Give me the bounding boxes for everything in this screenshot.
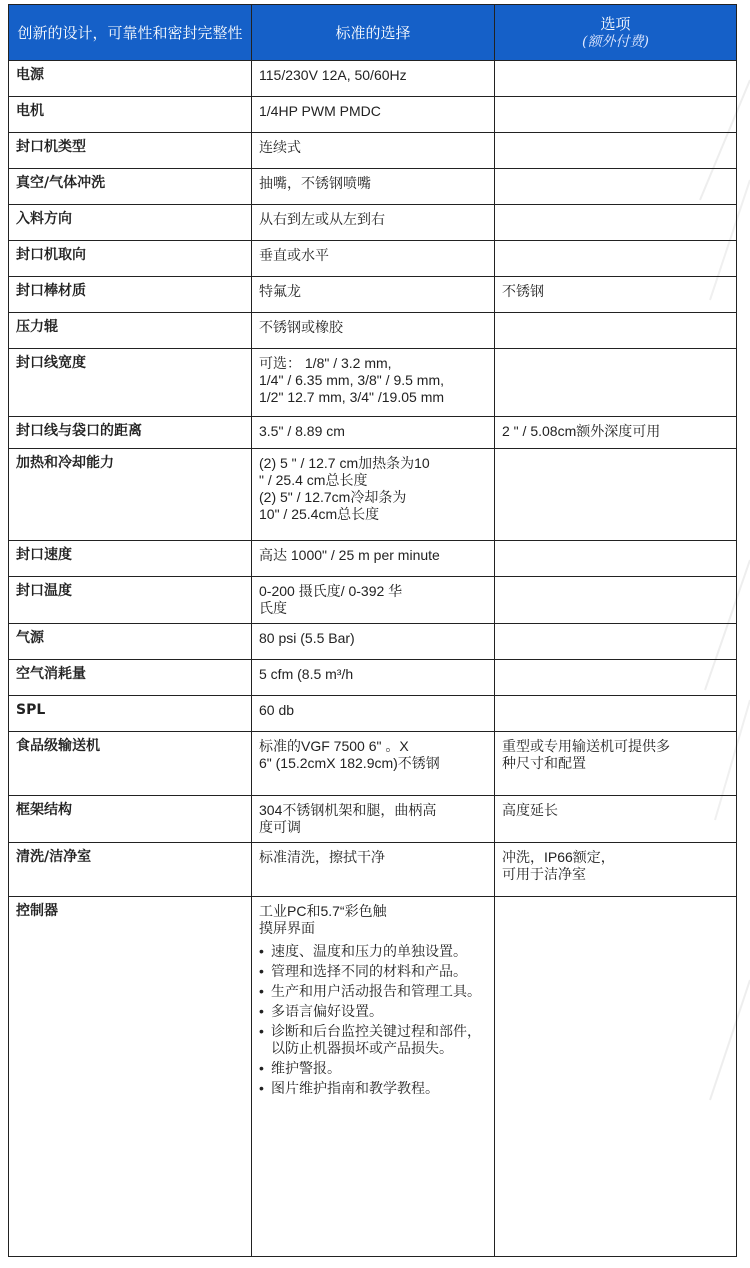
row-standard: [252, 897, 495, 1257]
row-option: [495, 843, 737, 897]
list-item: • 维护警报。: [259, 1060, 487, 1077]
header-options-note: (额外付费): [582, 33, 649, 50]
standard-line: 度可调: [259, 819, 301, 835]
table-row: [9, 133, 737, 169]
row-label: 封口机取向: [9, 241, 252, 277]
table-row: [9, 313, 737, 349]
header-row: [9, 5, 737, 61]
table-row: [9, 169, 737, 205]
option-line: 重型或专用输送机可提供多: [502, 738, 670, 754]
row-option: [495, 205, 737, 241]
table-row: [9, 61, 737, 97]
header-feature: [9, 5, 252, 61]
table-row: [9, 897, 737, 1257]
row-standard: 特氟龙: [252, 277, 495, 313]
row-option: 2 " / 5.08cm额外深度可用: [495, 417, 737, 449]
spec-body: [9, 61, 737, 1257]
row-option: [495, 696, 737, 732]
row-option: [495, 577, 737, 624]
row-label: 封口机类型: [9, 133, 252, 169]
row-label: SPL: [9, 696, 252, 732]
list-item: • 图片维护指南和教学教程。: [259, 1080, 487, 1097]
row-standard: 1/4HP PWM PMDC: [252, 97, 495, 133]
table-row: [9, 541, 737, 577]
table-row: [9, 349, 737, 417]
row-option: [495, 349, 737, 417]
standard-line: 氏度: [259, 600, 287, 616]
standard-line: (2) 5 " / 12.7 cm加热条为10: [259, 455, 430, 471]
list-item: • 多语言偏好设置。: [259, 1003, 487, 1020]
row-label: 真空/气体冲洗: [9, 169, 252, 205]
option-line: 冲洗，IP66额定，: [502, 849, 615, 865]
row-label: 控制器: [9, 897, 252, 1257]
table-row: [9, 205, 737, 241]
standard-line: 1/4" / 6.35 mm, 3/8" / 9.5 mm,: [259, 372, 445, 388]
option-line: 种尺寸和配置: [502, 755, 586, 771]
row-option: [495, 541, 737, 577]
row-standard: 高达 1000" / 25 m per minute: [252, 541, 495, 577]
table-row: [9, 732, 737, 796]
list-item: • 速度、温度和压力的单独设置。: [259, 943, 487, 960]
list-item: • 管理和选择不同的材料和产品。: [259, 963, 487, 980]
row-option: [495, 313, 737, 349]
table-row: [9, 796, 737, 843]
row-label: 框架结构: [9, 796, 252, 843]
row-standard: 115/230V 12A, 50/60Hz: [252, 61, 495, 97]
row-label: 清洗/洁净室: [9, 843, 252, 897]
row-standard: 垂直或水平: [252, 241, 495, 277]
row-option: [495, 732, 737, 796]
row-label: 电机: [9, 97, 252, 133]
row-standard: 抽嘴，不锈钢喷嘴: [252, 169, 495, 205]
row-standard: 从右到左或从左到右: [252, 205, 495, 241]
row-standard: 3.5" / 8.89 cm: [252, 417, 495, 449]
table-row: [9, 97, 737, 133]
row-label: 食品级输送机: [9, 732, 252, 796]
standard-line: 304不锈钢机架和腿，曲柄高: [259, 802, 437, 818]
standard-line: 10" / 25.4cm总长度: [259, 506, 380, 522]
table-row: [9, 624, 737, 660]
table-row: [9, 660, 737, 696]
table-row: [9, 696, 737, 732]
row-label: 封口线宽度: [9, 349, 252, 417]
header-standard-text: 标准的选择: [335, 23, 411, 42]
standard-line: 1/2" 12.7 mm, 3/4" /19.05 mm: [259, 389, 445, 405]
row-label: 封口线与袋口的距离: [9, 417, 252, 449]
row-label: 入料方向: [9, 205, 252, 241]
row-standard: 标准清洗，擦拭干净: [252, 843, 495, 897]
row-option: [495, 133, 737, 169]
header-feature-text: 创新的设计，可靠性和密封完整性: [17, 23, 243, 42]
row-standard: 不锈钢或橡胶: [252, 313, 495, 349]
row-option: [495, 241, 737, 277]
standard-line: 可选： 1/8" / 3.2 mm,: [259, 355, 392, 371]
row-option: [495, 97, 737, 133]
row-option: 不锈钢: [495, 277, 737, 313]
row-label: 电源: [9, 61, 252, 97]
standard-line: 标准的VGF 7500 6" 。X: [259, 738, 409, 754]
standard-line: 6" (15.2cmX 182.9cm)不锈钢: [259, 755, 440, 771]
table-row: [9, 577, 737, 624]
list-item: • 诊断和后台监控关键过程和部件，以防止机器损坏或产品损失。: [259, 1023, 487, 1057]
row-option: [495, 449, 737, 541]
row-label: 封口速度: [9, 541, 252, 577]
row-option: [495, 61, 737, 97]
option-line: 可用于洁净室: [502, 866, 586, 882]
row-option: [495, 169, 737, 205]
controller-feature-list: [259, 943, 487, 1097]
header-options-text: 选项: [600, 14, 631, 33]
row-standard: [252, 449, 495, 541]
row-standard: [252, 349, 495, 417]
row-label: 压力辊: [9, 313, 252, 349]
table-row: [9, 417, 737, 449]
row-standard: [252, 577, 495, 624]
row-label: 封口棒材质: [9, 277, 252, 313]
spec-table: [8, 4, 737, 1257]
header-options: [495, 5, 737, 61]
table-row: [9, 241, 737, 277]
row-label: 空气消耗量: [9, 660, 252, 696]
row-standard: 连续式: [252, 133, 495, 169]
table-row: [9, 843, 737, 897]
standard-line: (2) 5" / 12.7cm冷却条为: [259, 489, 407, 505]
table-row: [9, 449, 737, 541]
row-label: 封口温度: [9, 577, 252, 624]
row-standard: [252, 732, 495, 796]
standard-line: 摸屏界面: [259, 920, 315, 936]
list-item: • 生产和用户活动报告和管理工具。: [259, 983, 487, 1000]
row-option: 高度延长: [495, 796, 737, 843]
standard-line: 工业PC和5.7“彩色触: [259, 903, 387, 919]
header-standard: [252, 5, 495, 61]
row-label: 气源: [9, 624, 252, 660]
row-standard: [252, 796, 495, 843]
row-standard: 5 cfm (8.5 m³/h: [252, 660, 495, 696]
row-option: [495, 624, 737, 660]
row-label: 加热和冷却能力: [9, 449, 252, 541]
table-row: [9, 277, 737, 313]
standard-line: " / 25.4 cm总长度: [259, 472, 368, 488]
row-option: [495, 660, 737, 696]
row-standard: 60 db: [252, 696, 495, 732]
standard-line: 0-200 摄氏度/ 0-392 华: [259, 583, 403, 599]
row-option: [495, 897, 737, 1257]
row-standard: 80 psi (5.5 Bar): [252, 624, 495, 660]
